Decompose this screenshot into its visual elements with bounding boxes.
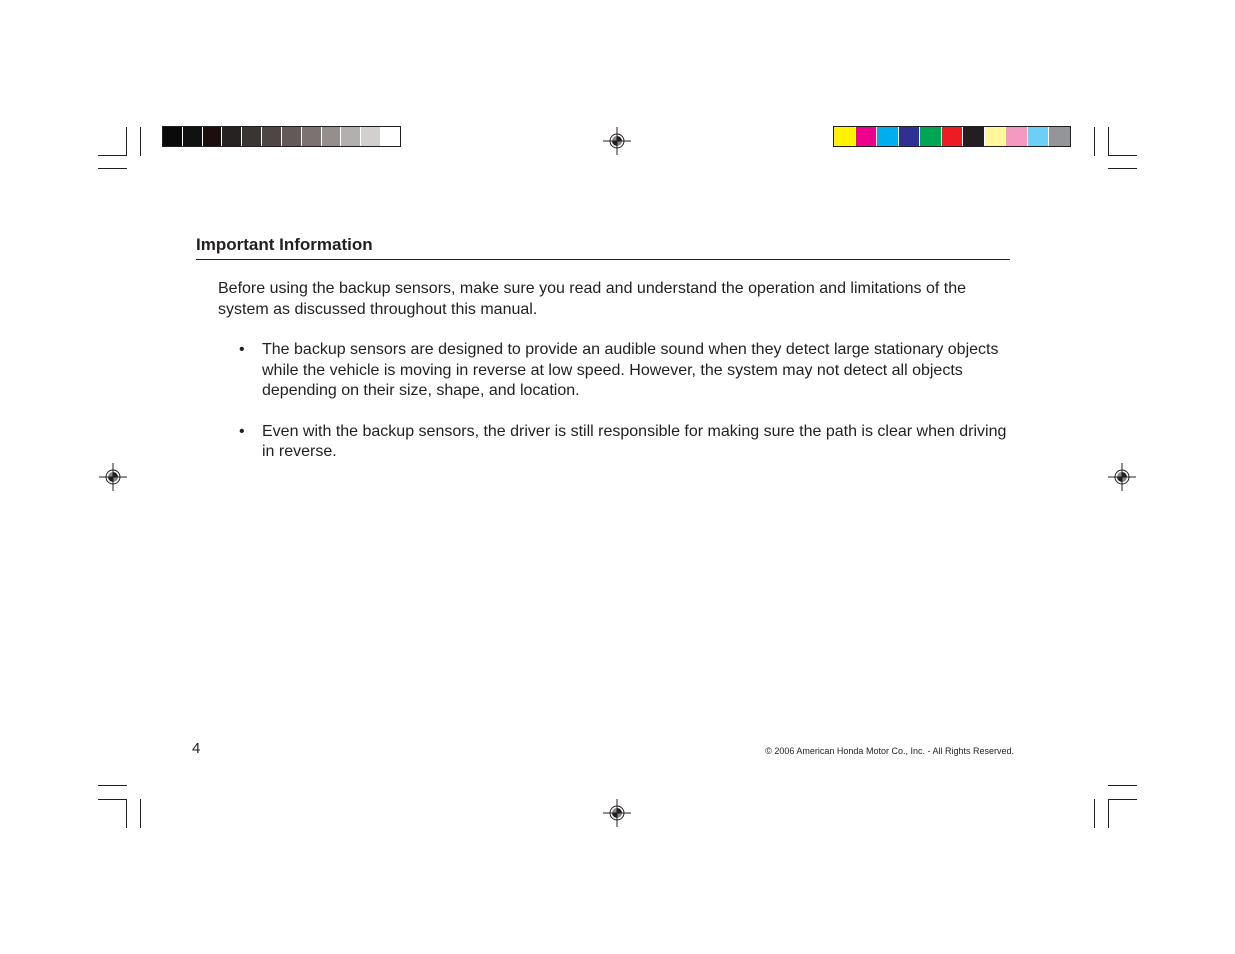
- gray-swatch-10: [340, 127, 360, 146]
- color-swatch-11: [1048, 127, 1070, 146]
- color-swatch-bar: [833, 126, 1071, 147]
- color-swatch-6: [941, 127, 963, 146]
- list-item: [218, 422, 1008, 463]
- list-item: [218, 340, 1008, 402]
- gray-swatch-8: [301, 127, 321, 146]
- color-swatch-5: [919, 127, 941, 146]
- bullet-list: [218, 340, 1008, 483]
- color-swatch-7: [962, 127, 984, 146]
- gray-swatch-1: [163, 127, 182, 146]
- copyright-notice: © 2006 American Honda Motor Co., Inc. - All Rights Reserved.: [765, 746, 1014, 756]
- gray-swatch-12: [380, 127, 400, 146]
- bullet-icon: •: [239, 422, 245, 440]
- registration-mark-top-icon: [603, 127, 631, 155]
- section-heading: Important Information: [196, 234, 1010, 260]
- gray-swatch-3: [202, 127, 222, 146]
- color-swatch-1: [834, 127, 855, 146]
- bullet-text: Even with the backup sensors, the driver is still responsible for making sure the path is clear when driving in reverse.: [262, 422, 1007, 460]
- gray-swatch-9: [321, 127, 341, 146]
- registration-mark-left-icon: [99, 463, 127, 491]
- gray-swatch-11: [360, 127, 380, 146]
- gray-swatch-7: [281, 127, 301, 146]
- registration-mark-bottom-icon: [603, 799, 631, 827]
- color-swatch-4: [898, 127, 920, 146]
- grayscale-swatch-bar: [162, 126, 401, 147]
- page-number: 4: [192, 740, 201, 757]
- gray-swatch-2: [182, 127, 202, 146]
- color-swatch-10: [1027, 127, 1049, 146]
- gray-swatch-6: [261, 127, 281, 146]
- bullet-text: The backup sensors are designed to provide an audible sound when they detect large stationary objects while the vehicle is moving in reverse at low speed. However, the system may not detect all objects depending on their size, shape, and location.: [262, 341, 999, 399]
- registration-mark-right-icon: [1108, 463, 1136, 491]
- color-swatch-2: [855, 127, 877, 146]
- gray-swatch-4: [221, 127, 241, 146]
- color-swatch-3: [876, 127, 898, 146]
- intro-paragraph: Before using the backup sensors, make sure you read and understand the operation and limitations of the system as discussed throughout this manual.: [218, 280, 967, 318]
- color-swatch-8: [984, 127, 1006, 146]
- bullet-icon: •: [239, 341, 245, 358]
- color-swatch-9: [1005, 127, 1027, 146]
- gray-swatch-5: [241, 127, 261, 146]
